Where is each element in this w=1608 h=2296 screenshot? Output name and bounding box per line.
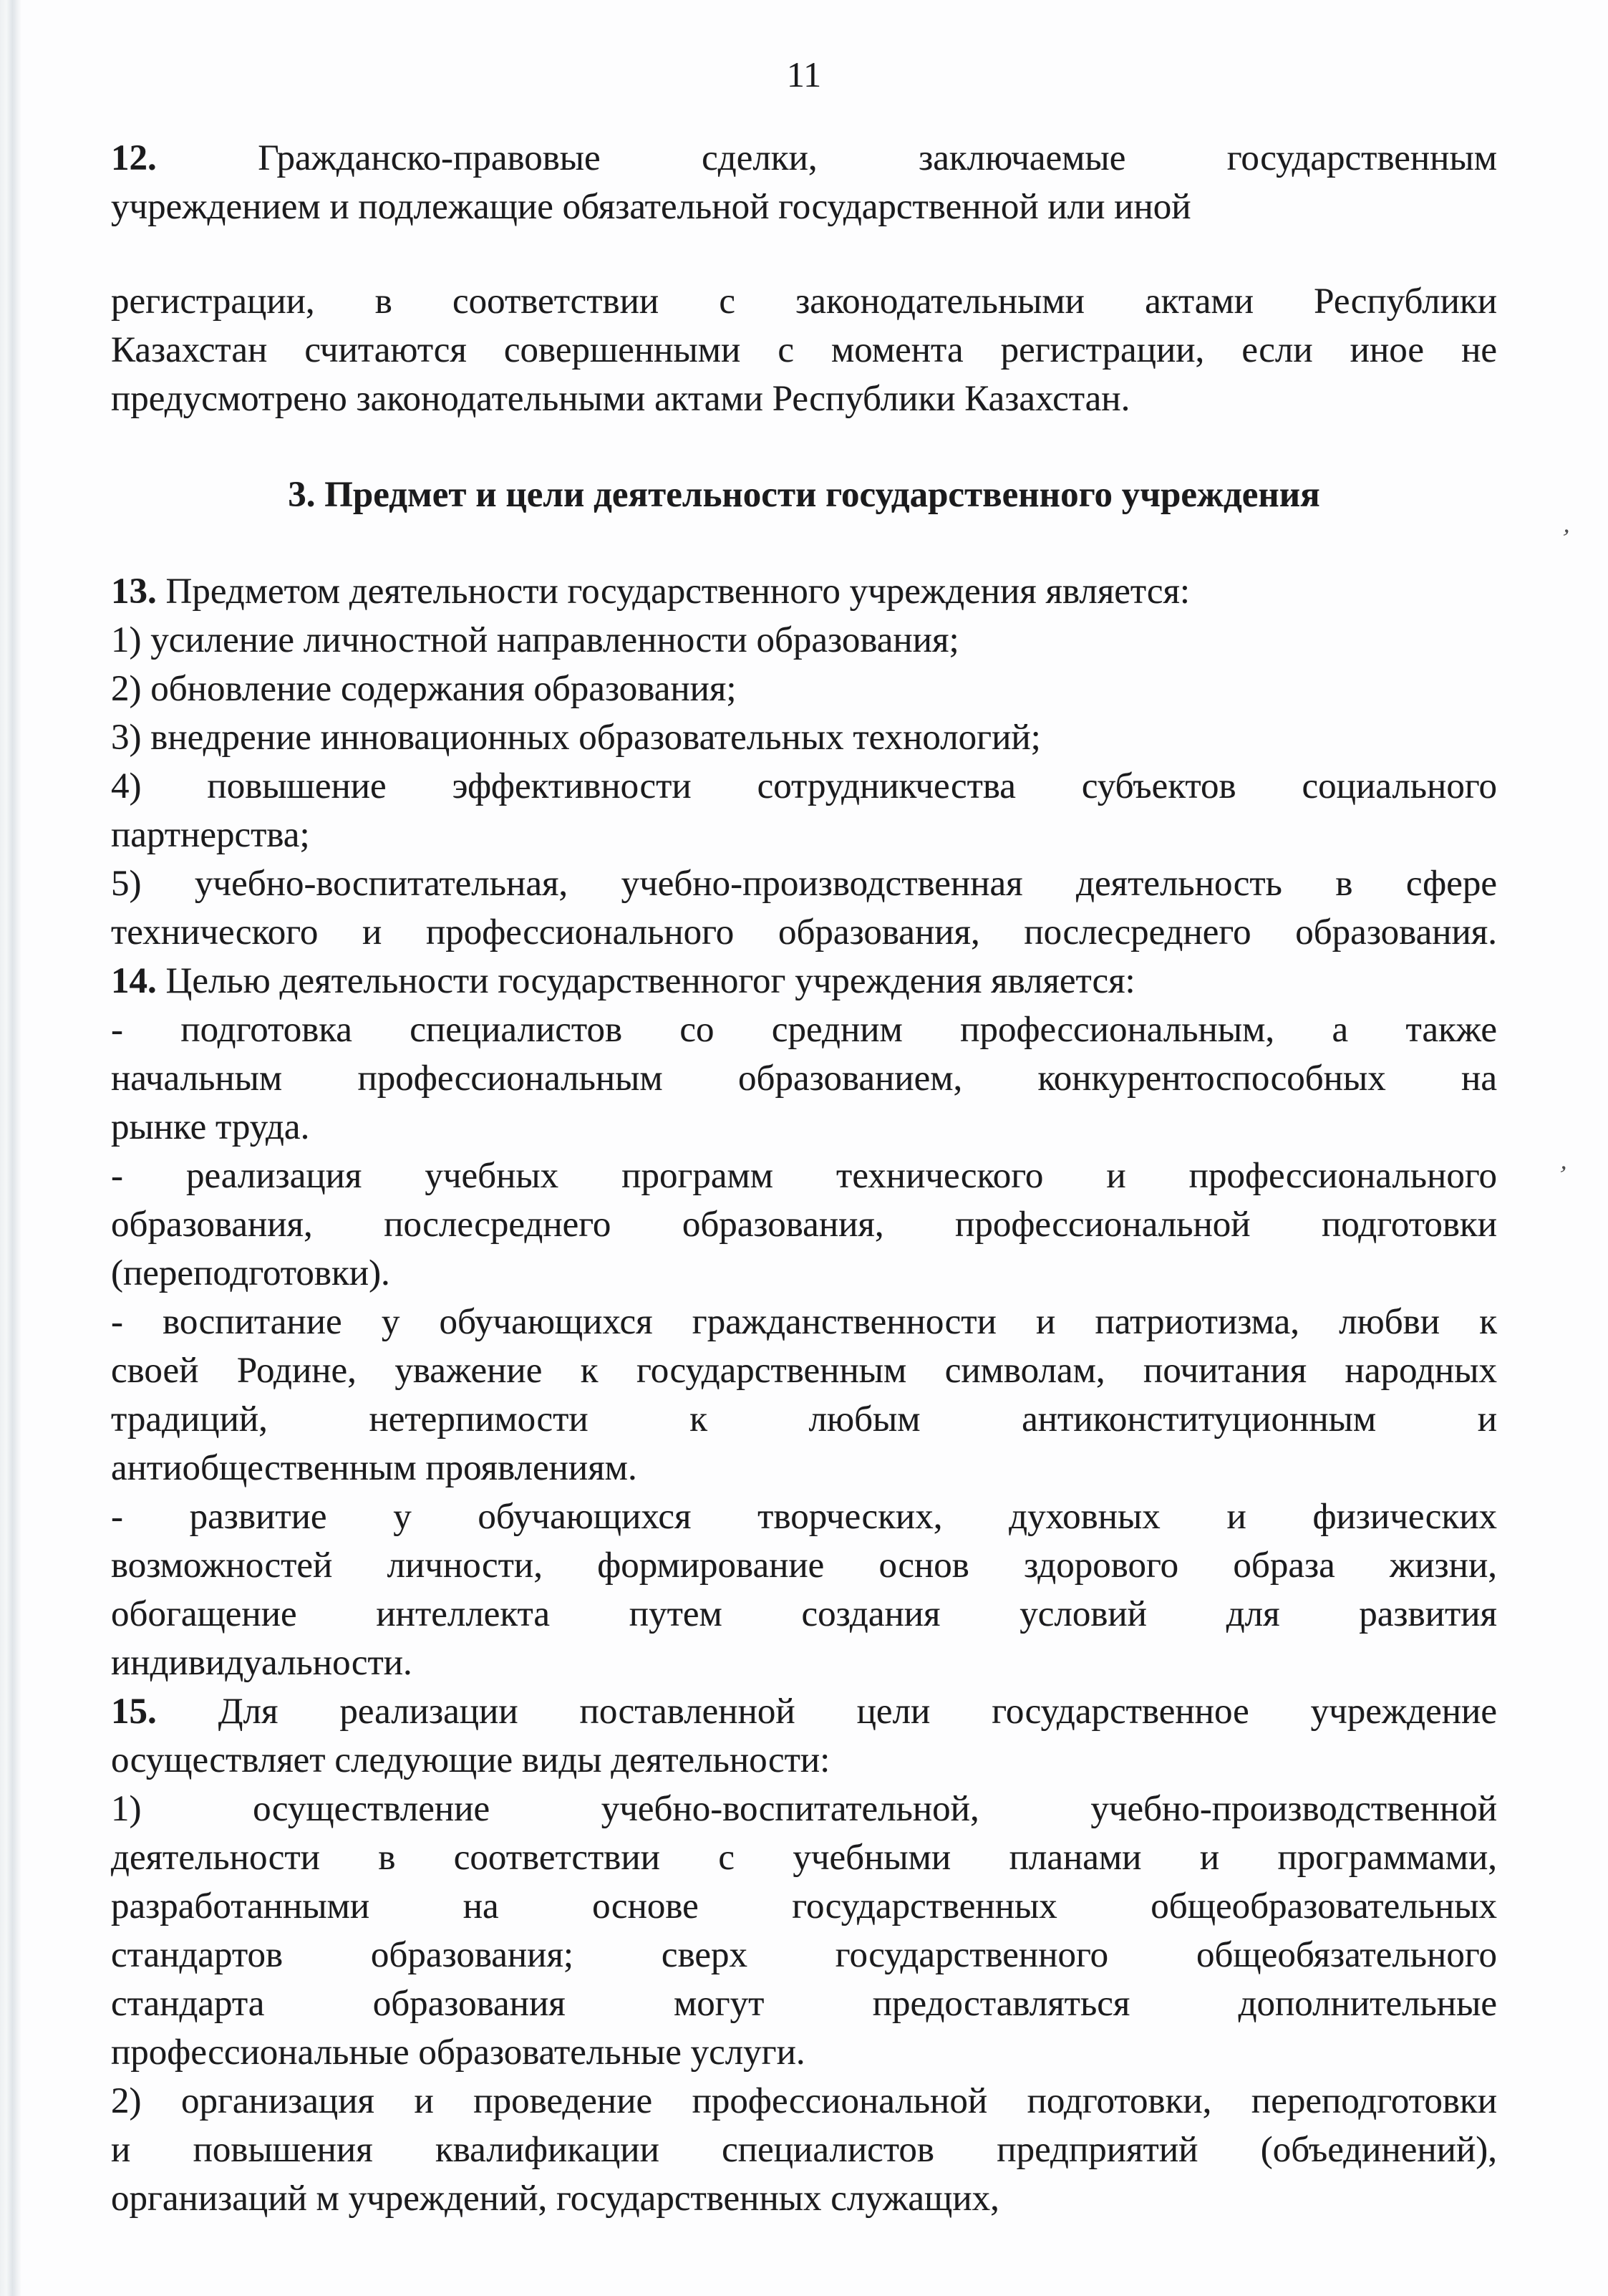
line-text: партнерства; (111, 815, 310, 855)
line-text: стандартов образования; сверх государственного общеобязательного (111, 1935, 1497, 1975)
text-line (111, 1492, 1497, 1541)
line-text: 2) организация и проведение профессиональной подготовки, переподготовки (111, 2081, 1497, 2121)
text-line (111, 567, 1497, 616)
text-line (111, 1298, 1497, 1346)
text-line (111, 277, 1497, 326)
text-line (111, 1200, 1497, 1249)
line-text: своей Родине, уважение к государственным символам, почитания народных (111, 1351, 1497, 1391)
text-line (111, 1833, 1497, 1882)
text-line (111, 1444, 1497, 1492)
text-line (111, 616, 1497, 665)
text-line (111, 1152, 1497, 1200)
line-text: осуществляет следующие виды деятельности: (111, 1740, 830, 1780)
line-text: профессиональные образовательные услуги. (111, 2032, 805, 2073)
line-text: 5) учебно-воспитательная, учебно-производственная деятельность в сфере (111, 864, 1497, 904)
line-text: - развитие у обучающихся творческих, духовных и физических (111, 1497, 1497, 1537)
text-line (111, 1785, 1497, 1833)
line-text: Казахстан считаются совершенными с момента регистрации, если иное не (111, 330, 1497, 370)
text-line (111, 2077, 1497, 2126)
text-line (111, 2126, 1497, 2174)
scan-speck: ’ (1554, 1159, 1570, 1190)
paragraph-number: 12. (111, 138, 157, 178)
line-text: антиобщественным проявлениям. (111, 1448, 637, 1488)
line-text: Для реализации поставленной цели государственное учреждение (156, 1692, 1497, 1732)
text-line (111, 1639, 1497, 1687)
document-body (111, 134, 1497, 2223)
line-text: возможностей личности, формирование основ здорового образа жизни, (111, 1545, 1497, 1586)
line-text: - подготовка специалистов со средним профессиональным, а также (111, 1010, 1497, 1050)
line-text: 4) повышение эффективности сотрудникчества субъектов социального (111, 766, 1497, 806)
text-line (111, 908, 1497, 957)
paragraph-number: 3. (288, 475, 316, 515)
text-line (111, 1054, 1497, 1103)
line-text: образования, послесреднего образования, профессиональной подготовки (111, 1205, 1497, 1245)
text-line (111, 811, 1497, 859)
text-line (111, 957, 1497, 1005)
line-text: технического и профессионального образования, послесреднего образования. (111, 912, 1497, 952)
line-text: предусмотрено законодательными актами Республики Казахстан. (111, 379, 1130, 419)
line-text: 1) осуществление учебно-воспитательной, учебно-производственной (111, 1789, 1497, 1829)
text-line (111, 183, 1497, 231)
text-line (111, 1687, 1497, 1736)
line-text: Гражданско-правовые сделки, заключаемые государственным (156, 138, 1497, 178)
text-line (111, 1005, 1497, 1054)
line-text: 1) усиление личностной направленности образования; (111, 620, 959, 660)
line-text: обогащение интеллекта путем создания условий для развития (111, 1594, 1497, 1634)
line-text: учреждением и подлежащие обязательной государственной или иной (111, 187, 1191, 227)
paragraph-number: 15. (111, 1692, 157, 1732)
paragraph-number: 13. (111, 571, 157, 612)
line-text: разработанными на основе государственных общеобразовательных (111, 1886, 1497, 1926)
text-line (111, 1931, 1497, 1979)
text-line (111, 1736, 1497, 1785)
text-line (111, 326, 1497, 375)
page-number: 11 (786, 54, 822, 95)
text-line (111, 1590, 1497, 1639)
line-text: начальным профессиональным образованием, конкурентоспособных на (111, 1058, 1497, 1099)
text-line (111, 2174, 1497, 2223)
scan-speck: ’ (1557, 523, 1573, 553)
line-text: 3) внедрение инновационных образовательных технологий; (111, 718, 1041, 758)
line-text: Целью деятельности государственногог учреждения является: (156, 961, 1135, 1001)
line-text: Предмет и цели деятельности государственного учреждения (315, 475, 1320, 515)
paragraph-number: 14. (111, 961, 157, 1001)
line-text: - воспитание у обучающихся гражданственности и патриотизма, любви к (111, 1302, 1497, 1342)
text-line (111, 1249, 1497, 1298)
text-line (111, 1979, 1497, 2028)
text-line (111, 1882, 1497, 1931)
text-line (111, 2028, 1497, 2077)
text-line (111, 1395, 1497, 1444)
text-line (111, 1346, 1497, 1395)
line-text: традиций, нетерпимости к любым антиконституционным и (111, 1399, 1497, 1439)
line-text: организаций м учреждений, государственных служащих, (111, 2179, 999, 2219)
text-line (111, 665, 1497, 713)
line-text: и повышения квалификации специалистов предприятий (объединений), (111, 2130, 1497, 2170)
line-text: деятельности в соответствии с учебными планами и программами, (111, 1838, 1497, 1878)
line-text: регистрации, в соответствии с законодательными актами Республики (111, 281, 1497, 322)
text-line (111, 762, 1497, 811)
text-line (111, 859, 1497, 908)
text-line (111, 1541, 1497, 1590)
scan-edge-shadow (0, 0, 21, 2296)
text-line (111, 375, 1497, 423)
text-line (111, 1103, 1497, 1152)
line-text: - реализация учебных программ технического и профессионального (111, 1156, 1497, 1196)
line-text: Предметом деятельности государственного учреждения является: (156, 571, 1191, 612)
text-line (111, 713, 1497, 762)
line-text: рынке труда. (111, 1107, 310, 1147)
text-line (111, 134, 1497, 183)
text-line (111, 471, 1497, 519)
line-text: индивидуальности. (111, 1643, 412, 1683)
line-text: (переподготовки). (111, 1253, 390, 1293)
line-text: 2) обновление содержания образования; (111, 669, 737, 709)
line-text: стандарта образования могут предоставляться дополнительные (111, 1984, 1497, 2024)
